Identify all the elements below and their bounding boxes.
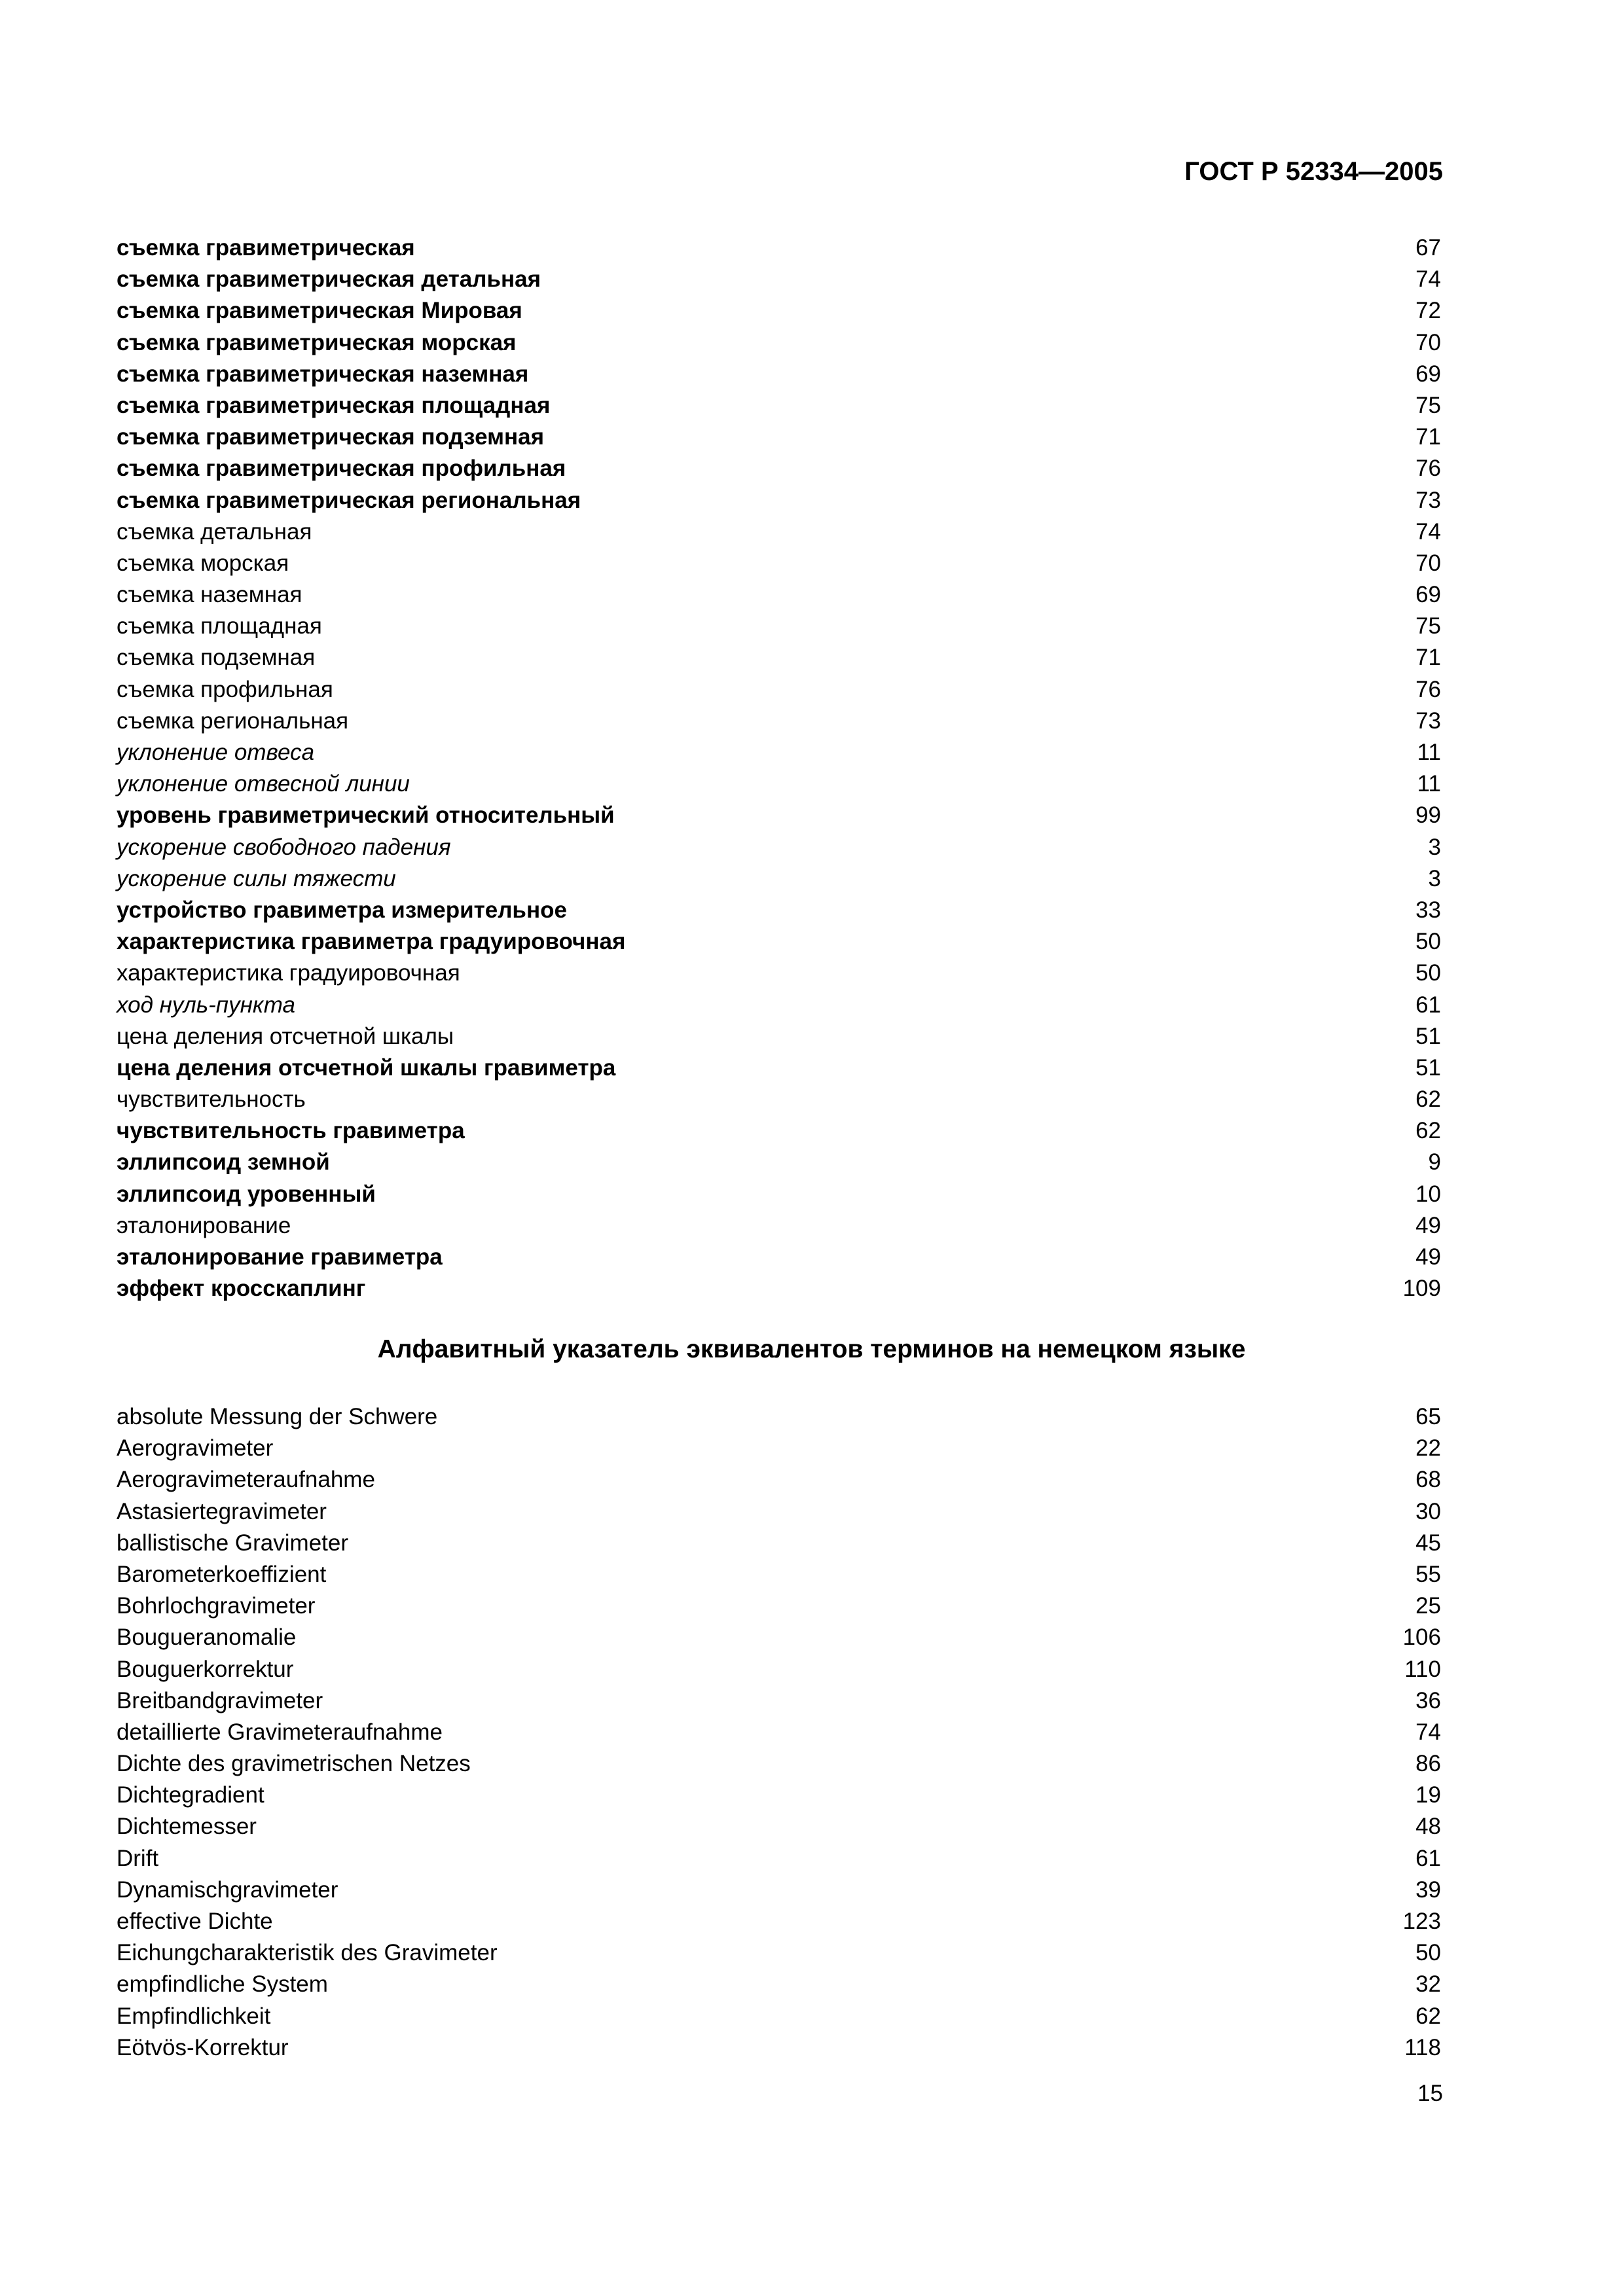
index-term: характеристика гравиметра градуировочная bbox=[117, 929, 626, 955]
index-term: ускорение свободного падения bbox=[117, 834, 451, 860]
index-term: уровень гравиметрический относительный bbox=[117, 802, 615, 829]
index-term-number: 49 bbox=[1415, 1212, 1441, 1238]
index-term: Empfindlichkeit bbox=[117, 2003, 271, 2029]
index-entry bbox=[117, 1496, 1441, 1528]
index-term-number: 76 bbox=[1415, 456, 1441, 482]
index-term-number: 99 bbox=[1415, 802, 1441, 829]
index-term: Dynamischgravimeter bbox=[117, 1876, 338, 1903]
index-entry bbox=[117, 1937, 1441, 1969]
index-entry bbox=[117, 768, 1441, 800]
index-term-number: 3 bbox=[1428, 865, 1441, 891]
index-entry bbox=[117, 1559, 1441, 1590]
index-term: эталонирование гравиметра bbox=[117, 1244, 443, 1270]
index-term: съемка наземная bbox=[117, 582, 302, 608]
index-term-number: 9 bbox=[1428, 1149, 1441, 1175]
index-term-number: 62 bbox=[1415, 1118, 1441, 1144]
index-term: Aerogravimeteraufnahme bbox=[117, 1467, 375, 1493]
index-term: Eötvös-Korrektur bbox=[117, 2034, 289, 2060]
index-term-number: 118 bbox=[1404, 2034, 1441, 2060]
index-term: съемка гравиметрическая bbox=[117, 235, 415, 260]
index-term: съемка гравиметрическая Мировая bbox=[117, 298, 522, 324]
index-term: съемка подземная bbox=[117, 645, 316, 671]
index-term-number: 3 bbox=[1428, 834, 1441, 860]
index-term: Bougueranomalie bbox=[117, 1624, 297, 1651]
index-entry bbox=[117, 548, 1441, 579]
index-entry bbox=[117, 422, 1441, 453]
index-entry bbox=[117, 706, 1441, 737]
index-entry bbox=[117, 390, 1441, 422]
index-term: чувствительность bbox=[117, 1086, 306, 1113]
index-term-number: 10 bbox=[1415, 1181, 1441, 1207]
index-term: detaillierte Gravimeteraufnahme bbox=[117, 1719, 443, 1745]
index-entry bbox=[117, 1622, 1441, 1653]
index-term: съемка площадная bbox=[117, 613, 322, 639]
index-term-number: 76 bbox=[1415, 676, 1441, 702]
index-term: уклонение отвеса bbox=[117, 740, 315, 765]
index-term-number: 106 bbox=[1402, 1624, 1441, 1651]
index-term: Dichte des gravimetrischen Netzes bbox=[117, 1751, 471, 1777]
index-term-number: 39 bbox=[1415, 1876, 1441, 1903]
index-term: характеристика градуировочная bbox=[117, 960, 460, 986]
index-term: уклонение отвесной линии bbox=[117, 771, 410, 797]
index-term: Drift bbox=[117, 1845, 159, 1871]
index-term-number: 51 bbox=[1415, 1054, 1441, 1081]
index-term: empfindliche System bbox=[117, 1971, 328, 1998]
index-term: съемка региональная bbox=[117, 708, 349, 734]
index-term-number: 19 bbox=[1415, 1782, 1441, 1808]
index-term: съемка гравиметрическая региональная bbox=[117, 487, 581, 513]
index-term: эллипсоид земной bbox=[117, 1149, 330, 1175]
index-term-number: 62 bbox=[1415, 1086, 1441, 1113]
index-entry bbox=[117, 1811, 1441, 1842]
index-entry bbox=[117, 359, 1441, 390]
index-term-number: 61 bbox=[1415, 1845, 1441, 1871]
index-term: съемка гравиметрическая детальная bbox=[117, 266, 541, 293]
index-entry bbox=[117, 485, 1441, 516]
index-term-number: 50 bbox=[1415, 929, 1441, 955]
index-entry bbox=[117, 611, 1441, 642]
index-entry bbox=[117, 1874, 1441, 1906]
index-entry bbox=[117, 1843, 1441, 1874]
index-term-number: 71 bbox=[1415, 645, 1441, 671]
index-term-number: 73 bbox=[1415, 487, 1441, 513]
index-entry bbox=[117, 895, 1441, 926]
index-term-number: 69 bbox=[1415, 361, 1441, 387]
index-entry bbox=[117, 1115, 1441, 1147]
index-term-number: 74 bbox=[1415, 266, 1441, 293]
index-term-number: 72 bbox=[1415, 298, 1441, 324]
index-term-number: 45 bbox=[1415, 1530, 1441, 1556]
index-entry bbox=[117, 1748, 1441, 1780]
index-term: съемка гравиметрическая морская bbox=[117, 329, 517, 355]
index-term-number: 86 bbox=[1415, 1751, 1441, 1777]
index-term: effective Dichte bbox=[117, 1909, 273, 1934]
index-term: цена деления отсчетной шкалы гравиметра bbox=[117, 1054, 616, 1081]
index-entry bbox=[117, 1273, 1441, 1304]
index-entry bbox=[117, 674, 1441, 706]
index-term: съемка гравиметрическая площадная bbox=[117, 392, 551, 418]
index-entry bbox=[117, 1084, 1441, 1115]
index-term-number: 50 bbox=[1415, 1940, 1441, 1966]
index-term: эллипсоид уровенный bbox=[117, 1181, 376, 1207]
index-term: Breitbandgravimeter bbox=[117, 1687, 323, 1713]
index-entry bbox=[117, 579, 1441, 611]
index-term: съемка морская bbox=[117, 550, 289, 576]
index-term-number: 25 bbox=[1415, 1593, 1441, 1619]
index-term-number: 48 bbox=[1415, 1814, 1441, 1840]
index-entry bbox=[117, 1654, 1441, 1685]
index-entry bbox=[117, 1528, 1441, 1559]
index-term-number: 49 bbox=[1415, 1244, 1441, 1270]
document-header: ГОСТ Р 52334—2005 bbox=[1184, 157, 1443, 186]
index-term-number: 62 bbox=[1415, 2003, 1441, 2029]
index-term: Bouguerkorrektur bbox=[117, 1656, 294, 1682]
index-term-number: 123 bbox=[1402, 1909, 1441, 1934]
index-term: ballistische Gravimeter bbox=[117, 1530, 348, 1556]
index-entry bbox=[117, 1242, 1441, 1273]
index-entry bbox=[117, 1780, 1441, 1811]
index-entry bbox=[117, 1179, 1441, 1210]
index-entry bbox=[117, 1906, 1441, 1937]
index-term: Barometerkoeffizient bbox=[117, 1561, 327, 1587]
index-term-number: 33 bbox=[1415, 897, 1441, 923]
german-term-index bbox=[117, 1401, 1441, 2064]
index-term-number: 70 bbox=[1415, 550, 1441, 576]
index-term: ускорение силы тяжести bbox=[117, 865, 396, 891]
index-term-number: 30 bbox=[1415, 1498, 1441, 1524]
index-entry bbox=[117, 1021, 1441, 1052]
index-entry bbox=[117, 863, 1441, 895]
index-entry bbox=[117, 453, 1441, 484]
index-term-number: 32 bbox=[1415, 1971, 1441, 1998]
index-entry bbox=[117, 642, 1441, 673]
index-entry bbox=[117, 800, 1441, 831]
index-term: Dichtegradient bbox=[117, 1782, 264, 1808]
index-entry bbox=[117, 1969, 1441, 2000]
index-entry bbox=[117, 832, 1441, 863]
index-term-number: 22 bbox=[1415, 1435, 1441, 1462]
index-term-number: 73 bbox=[1415, 708, 1441, 734]
index-term-number: 110 bbox=[1404, 1656, 1441, 1682]
index-term: цена деления отсчетной шкалы bbox=[117, 1023, 454, 1049]
index-entry bbox=[117, 737, 1441, 768]
index-term-number: 75 bbox=[1415, 613, 1441, 639]
index-entry bbox=[117, 1717, 1441, 1748]
index-term-number: 50 bbox=[1415, 960, 1441, 986]
index-term: absolute Messung der Schwere bbox=[117, 1404, 438, 1429]
index-term: Dichtemesser bbox=[117, 1814, 257, 1840]
index-entry bbox=[117, 295, 1441, 327]
index-term-number: 51 bbox=[1415, 1023, 1441, 1049]
index-term-number: 55 bbox=[1415, 1561, 1441, 1587]
index-term-number: 74 bbox=[1415, 518, 1441, 545]
index-term-number: 70 bbox=[1415, 329, 1441, 355]
index-entry bbox=[117, 1210, 1441, 1242]
index-entry bbox=[117, 516, 1441, 548]
index-entry bbox=[117, 2032, 1441, 2064]
index-term-number: 65 bbox=[1415, 1404, 1441, 1429]
index-entry bbox=[117, 1685, 1441, 1717]
index-term: съемка гравиметрическая профильная bbox=[117, 456, 566, 482]
index-entry bbox=[117, 264, 1441, 295]
page-number: 15 bbox=[1417, 2081, 1443, 2106]
index-term: Eichungcharakteristik des Gravimeter bbox=[117, 1940, 498, 1966]
index-entry bbox=[117, 1401, 1441, 1433]
german-index-title: Алфавитный указатель эквивалентов терминов на немецком языке bbox=[377, 1335, 1246, 1363]
index-entry bbox=[117, 232, 1441, 264]
index-term: Bohrlochgravimeter bbox=[117, 1593, 316, 1619]
index-term-number: 11 bbox=[1417, 771, 1441, 797]
index-term-number: 75 bbox=[1415, 392, 1441, 418]
index-term-number: 67 bbox=[1415, 235, 1441, 260]
index-entry bbox=[117, 1590, 1441, 1622]
index-term: съемка профильная bbox=[117, 676, 333, 702]
index-term-number: 11 bbox=[1417, 740, 1441, 765]
index-term: Astasiertegravimeter bbox=[117, 1498, 327, 1524]
index-term-number: 69 bbox=[1415, 582, 1441, 608]
index-term: чувствительность гравиметра bbox=[117, 1118, 465, 1144]
index-term: Aerogravimeter bbox=[117, 1435, 274, 1462]
index-entry bbox=[117, 1464, 1441, 1496]
index-term-number: 68 bbox=[1415, 1467, 1441, 1493]
index-term: ход нуль-пункта bbox=[117, 992, 295, 1018]
russian-term-index bbox=[117, 232, 1441, 1304]
index-term-number: 36 bbox=[1415, 1687, 1441, 1713]
index-entry bbox=[117, 926, 1441, 958]
index-entry bbox=[117, 2001, 1441, 2032]
index-term-number: 61 bbox=[1415, 992, 1441, 1018]
index-entry bbox=[117, 958, 1441, 989]
index-term: устройство гравиметра измерительное bbox=[117, 897, 567, 923]
index-term: съемка детальная bbox=[117, 518, 312, 545]
index-term-number: 109 bbox=[1402, 1276, 1441, 1302]
index-term: съемка гравиметрическая наземная bbox=[117, 361, 529, 387]
index-term-number: 74 bbox=[1415, 1719, 1441, 1745]
index-entry bbox=[117, 1052, 1441, 1084]
index-term-number: 71 bbox=[1415, 424, 1441, 450]
index-term: эффект кросскаплинг bbox=[117, 1276, 366, 1302]
index-term: эталонирование bbox=[117, 1212, 291, 1238]
index-entry bbox=[117, 1433, 1441, 1464]
index-entry bbox=[117, 1147, 1441, 1178]
index-entry bbox=[117, 327, 1441, 359]
index-term: съемка гравиметрическая подземная bbox=[117, 424, 544, 450]
index-entry bbox=[117, 990, 1441, 1021]
